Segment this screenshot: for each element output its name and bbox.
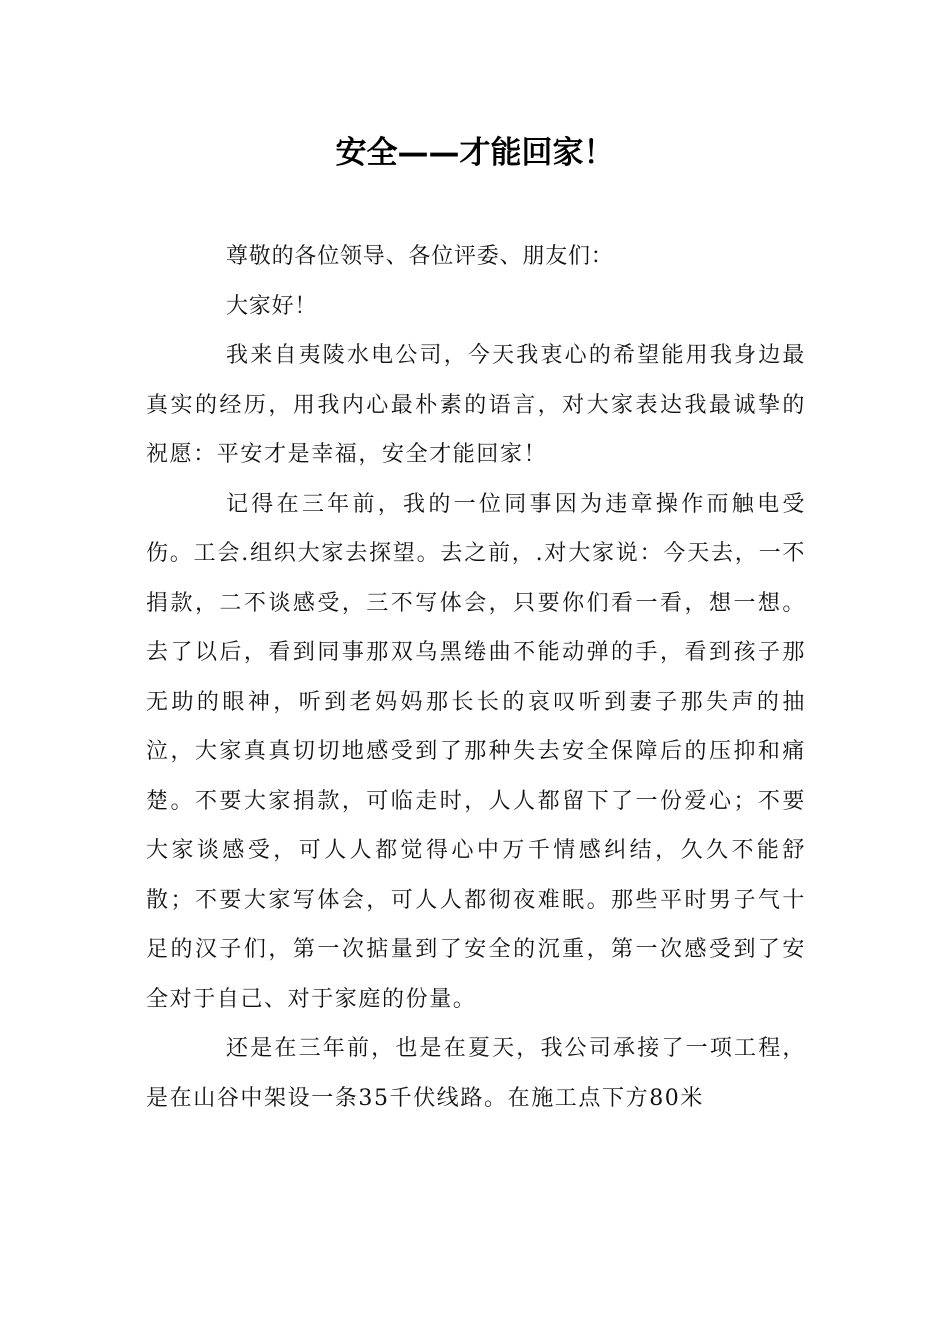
paragraph-story-two: 还是在三年前，也是在夏天，我公司承接了一项工程，是在山谷中架设一条35千伏线路。在施工点下方80米 — [146, 1036, 806, 1111]
document-body — [146, 232, 806, 1123]
paragraph-greeting: 大家好！ — [226, 293, 318, 319]
document-title: 安全——才能回家！ — [335, 135, 615, 171]
paragraph-introduction: 我来自夷陵水电公司，今天我衷心的希望能用我身边最真实的经历，用我内心最朴素的语言，对大家表达我最诚挚的祝愿：平安才是幸福，安全才能回家！ — [146, 343, 806, 467]
paragraph-salutation: 尊敬的各位领导、各位评委、朋友们： — [226, 244, 614, 269]
paragraph-story-one: 记得在三年前，我的一位同事因为违章操作而触电受伤。工会.组织大家去探望。去之前，.对大家说：今天去，一不捐款，二不谈感受，三不写体会，只要你们看一看，想一想。去了以后，看到同事那双乌黑绻曲不能动弹的手，看到孩子那无助的眼神，听到老妈妈那长长的哀叹听到妻子那失声的抽泣，大家真真切切地感受到了那种失去安全保障后的压抑和痛楚。不要大家捐款，可临走时，人人都留下了一份爱心；不要大家谈感受，可人人都觉得心中万千情感纠结，久久不能舒散；不要大家写体会，可人人都彻夜难眠。那些平时男子气十足的汉子们，第一次掂量到了安全的沉重，第一次感受到了安全对于自己、对于家庭的份量。 — [146, 491, 806, 1012]
